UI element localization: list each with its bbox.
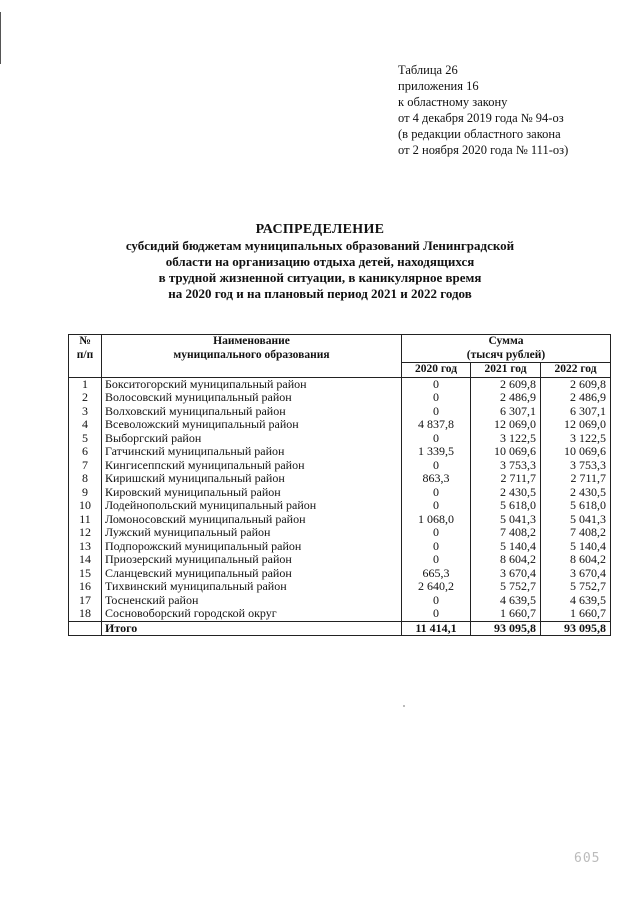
- cell-v2020: 0: [402, 540, 471, 554]
- cell-v2020: 0: [402, 377, 471, 391]
- cell-name: Приозерский муниципальный район: [102, 553, 402, 567]
- cell-num: 16: [69, 580, 102, 594]
- table-row: [69, 594, 611, 608]
- cell-v2021: 5 140,4: [471, 540, 541, 554]
- reference-line: от 2 ноября 2020 года № 111-оз): [398, 143, 569, 157]
- total-num: [69, 621, 102, 636]
- cell-num: 5: [69, 432, 102, 446]
- cell-v2022: 5 041,3: [541, 513, 611, 527]
- header-num: № п/п: [69, 335, 102, 378]
- table-row: [69, 499, 611, 513]
- cell-v2020: 4 837,8: [402, 418, 471, 432]
- cell-v2020: 863,3: [402, 472, 471, 486]
- cell-v2022: 12 069,0: [541, 418, 611, 432]
- table-row: [69, 377, 611, 391]
- cell-num: 12: [69, 526, 102, 540]
- cell-v2021: 2 430,5: [471, 486, 541, 500]
- cell-v2022: 3 122,5: [541, 432, 611, 446]
- header-name: Наименование муниципального образования: [102, 335, 402, 378]
- document-title: [0, 222, 640, 302]
- table-row: [69, 540, 611, 554]
- reference-line: приложения 16: [398, 79, 479, 93]
- title-line: субсидий бюджетам муниципальных образований Ленинградской: [125, 238, 515, 253]
- cell-name: Бокситогорский муниципальный район: [102, 377, 402, 391]
- cell-v2020: 0: [402, 499, 471, 513]
- cell-v2020: 1 068,0: [402, 513, 471, 527]
- cell-name: Киришский муниципальный район: [102, 472, 402, 486]
- table-row: [69, 567, 611, 581]
- cell-v2021: 2 711,7: [471, 472, 541, 486]
- cell-v2022: 5 618,0: [541, 499, 611, 513]
- cell-v2020: 0: [402, 553, 471, 567]
- cell-v2021: 4 639,5: [471, 594, 541, 608]
- reference-line: (в редакции областного закона: [398, 127, 561, 141]
- cell-v2020: 2 640,2: [402, 580, 471, 594]
- cell-v2022: 7 408,2: [541, 526, 611, 540]
- cell-v2021: 6 307,1: [471, 405, 541, 419]
- cell-num: 11: [69, 513, 102, 527]
- cell-v2020: 0: [402, 526, 471, 540]
- cell-num: 14: [69, 553, 102, 567]
- cell-v2021: 3 670,4: [471, 567, 541, 581]
- cell-name: Гатчинский муниципальный район: [102, 445, 402, 459]
- margin-line: [0, 12, 1, 64]
- table-row: [69, 526, 611, 540]
- cell-num: 1: [69, 377, 102, 391]
- cell-v2021: 3 753,3: [471, 459, 541, 473]
- cell-name: Кингисеппский муниципальный район: [102, 459, 402, 473]
- header-2021: 2021 год: [471, 363, 541, 378]
- cell-v2022: 2 486,9: [541, 391, 611, 405]
- title-main: РАСПРЕДЕЛЕНИЕ: [255, 222, 385, 237]
- cell-v2022: 3 753,3: [541, 459, 611, 473]
- cell-v2022: 6 307,1: [541, 405, 611, 419]
- cell-name: Подпорожский муниципальный район: [102, 540, 402, 554]
- cell-v2022: 5 140,4: [541, 540, 611, 554]
- cell-v2020: 1 339,5: [402, 445, 471, 459]
- cell-v2020: 0: [402, 459, 471, 473]
- table-row: [69, 391, 611, 405]
- total-2021: 93 095,8: [471, 621, 541, 636]
- cell-num: 10: [69, 499, 102, 513]
- cell-num: 17: [69, 594, 102, 608]
- header-sum: Сумма (тысяч рублей): [402, 335, 611, 363]
- cell-v2022: 2 711,7: [541, 472, 611, 486]
- cell-num: 8: [69, 472, 102, 486]
- total-label: Итого: [102, 621, 402, 636]
- cell-v2021: 2 609,8: [471, 377, 541, 391]
- cell-name: Кировский муниципальный район: [102, 486, 402, 500]
- distribution-table: [68, 334, 611, 636]
- cell-name: Волосовский муниципальный район: [102, 391, 402, 405]
- cell-name: Тосненский район: [102, 594, 402, 608]
- cell-num: 13: [69, 540, 102, 554]
- cell-v2020: 0: [402, 391, 471, 405]
- reference-line: Таблица 26: [398, 63, 458, 77]
- table-body: [69, 377, 611, 621]
- cell-v2022: 1 660,7: [541, 607, 611, 621]
- cell-num: 7: [69, 459, 102, 473]
- cell-v2021: 5 618,0: [471, 499, 541, 513]
- table-row: [69, 513, 611, 527]
- cell-v2020: 0: [402, 594, 471, 608]
- cell-name: Сланцевский муниципальный район: [102, 567, 402, 581]
- reference-line: от 4 декабря 2019 года № 94-оз: [398, 111, 564, 125]
- title-line: на 2020 год и на плановый период 2021 и 2022 годов: [168, 286, 472, 301]
- cell-name: Ломоносовский муниципальный район: [102, 513, 402, 527]
- table-row: [69, 607, 611, 621]
- cell-v2020: 0: [402, 607, 471, 621]
- total-row: [69, 621, 611, 636]
- table-row: [69, 445, 611, 459]
- cell-v2021: 12 069,0: [471, 418, 541, 432]
- cell-v2022: 2 430,5: [541, 486, 611, 500]
- cell-v2020: 0: [402, 405, 471, 419]
- table-row: [69, 418, 611, 432]
- cell-name: Лужский муниципальный район: [102, 526, 402, 540]
- cell-v2022: 5 752,7: [541, 580, 611, 594]
- title-line: в трудной жизненной ситуации, в каникулярное время: [158, 270, 482, 285]
- cell-name: Всеволожский муниципальный район: [102, 418, 402, 432]
- cell-v2021: 3 122,5: [471, 432, 541, 446]
- cell-v2021: 5 041,3: [471, 513, 541, 527]
- table-row: [69, 486, 611, 500]
- cell-v2021: 2 486,9: [471, 391, 541, 405]
- cell-num: 2: [69, 391, 102, 405]
- cell-v2020: 665,3: [402, 567, 471, 581]
- total-2022: 93 095,8: [541, 621, 611, 636]
- cell-name: Тихвинский муниципальный район: [102, 580, 402, 594]
- cell-v2022: 10 069,6: [541, 445, 611, 459]
- title-line: области на организацию отдыха детей, находящихся: [165, 254, 475, 269]
- table-row: [69, 459, 611, 473]
- page-stamp: 605: [574, 851, 601, 866]
- header-2022: 2022 год: [541, 363, 611, 378]
- table-row: [69, 580, 611, 594]
- cell-num: 9: [69, 486, 102, 500]
- cell-name: Сосновоборский городской округ: [102, 607, 402, 621]
- cell-v2021: 10 069,6: [471, 445, 541, 459]
- total-2020: 11 414,1: [402, 621, 471, 636]
- cell-name: Лодейнопольский муниципальный район: [102, 499, 402, 513]
- cell-v2022: 8 604,2: [541, 553, 611, 567]
- cell-v2022: 4 639,5: [541, 594, 611, 608]
- cell-v2022: 3 670,4: [541, 567, 611, 581]
- cell-num: 4: [69, 418, 102, 432]
- table-row: [69, 405, 611, 419]
- table-row: [69, 553, 611, 567]
- cell-name: Волховский муниципальный район: [102, 405, 402, 419]
- header-2020: 2020 год: [402, 363, 471, 378]
- reference-block: [398, 62, 568, 158]
- cell-v2021: 8 604,2: [471, 553, 541, 567]
- cell-v2020: 0: [402, 486, 471, 500]
- cell-v2021: 7 408,2: [471, 526, 541, 540]
- cell-v2022: 2 609,8: [541, 377, 611, 391]
- cell-v2021: 5 752,7: [471, 580, 541, 594]
- table-row: [69, 432, 611, 446]
- cell-num: 3: [69, 405, 102, 419]
- cell-name: Выборгский район: [102, 432, 402, 446]
- cell-num: 6: [69, 445, 102, 459]
- cell-v2021: 1 660,7: [471, 607, 541, 621]
- scan-speck: [403, 705, 405, 707]
- cell-num: 18: [69, 607, 102, 621]
- table-row: [69, 472, 611, 486]
- cell-num: 15: [69, 567, 102, 581]
- cell-v2020: 0: [402, 432, 471, 446]
- reference-line: к областному закону: [398, 95, 508, 109]
